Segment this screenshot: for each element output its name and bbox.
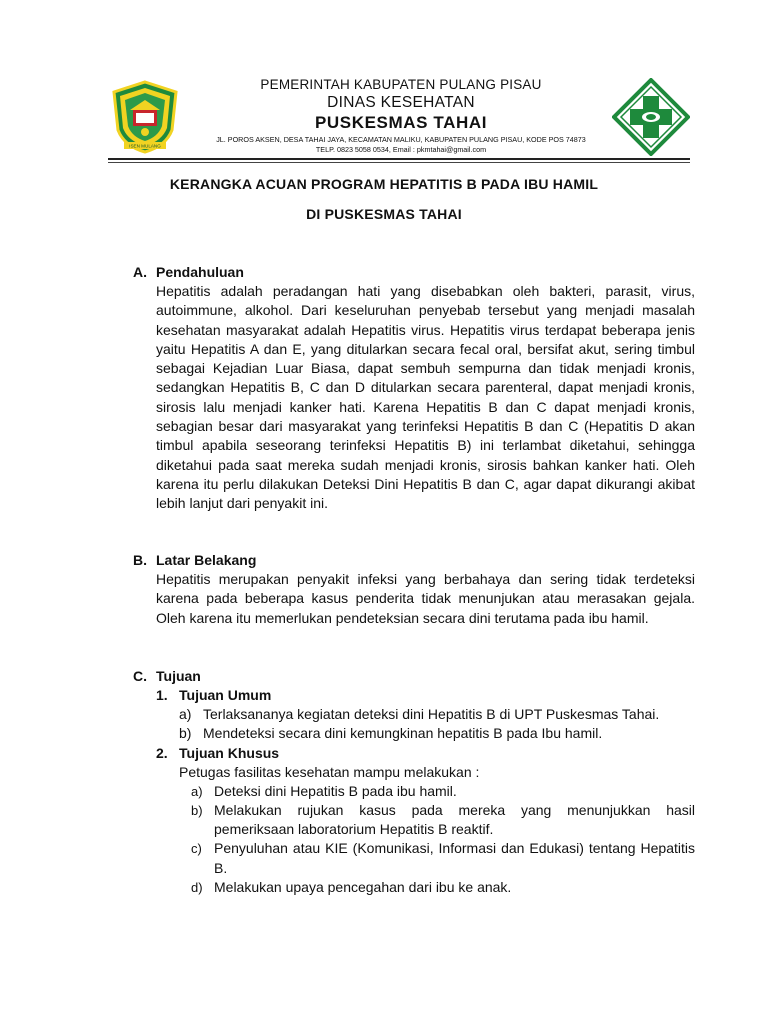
section-label: A. xyxy=(133,264,147,280)
subsection-label: 2. xyxy=(156,744,168,761)
list-item xyxy=(133,724,695,743)
section-title: Tujuan xyxy=(156,668,201,684)
section-heading xyxy=(133,263,695,282)
section-paragraph: Hepatitis merupakan penyakit infeksi yang berbahaya dan sering tidak terdeteksi karena pada beberapa kasus penderita tidak menunjukan atau merasakan gejala. Oleh karena itu memerlukan pendeteksian secara dini terutama pada ibu hamil. xyxy=(156,571,695,626)
section-pendahuluan xyxy=(133,263,695,514)
document-title: KERANGKA ACUAN PROGRAM HEPATITIS B PADA IBU HAMIL xyxy=(169,176,599,192)
section-label: C. xyxy=(133,668,147,684)
list-item-label: b) xyxy=(179,725,192,742)
list-item-text: Mendeteksi secara dini kemungkinan hepatitis B pada Ibu hamil. xyxy=(203,725,603,742)
letterhead-divider-thin xyxy=(108,162,690,163)
list-item-label: b) xyxy=(191,802,203,818)
list-item-label: a) xyxy=(179,706,192,722)
list-item xyxy=(133,782,695,801)
list-item xyxy=(133,801,695,840)
list-item xyxy=(133,878,695,897)
subsection-intro: Petugas fasilitas kesehatan mampu melakukan : xyxy=(179,763,480,780)
section-paragraph: Hepatitis adalah peradangan hati yang disebabkan oleh bakteri, parasit, virus, autoimmune, alkohol. Dari keseluruhan penyebab tersebut yang menjadi masalah kesehatan masyarakat adalah Hepatitis virus. Hepatitis virus terdapat beberapa jenis yaitu Hepatitis A dan E, yang ditularkan secara fecal oral, bersifat akut, sering timbul sebagai Kejadian Luar Biasa, dapat sembuh sempurna dan tidak menjadi kronis, sedangkan Hepatitis B, C dan D ditularkan secara parenteral, dapat menjadi kronis, sirosis lalu menjadi kanker hati. Karena Hepatitis B dan C dapat menjadi kronis, sebagian besar dari masyarakat yang terinfeksi Hepatitis B dan C (Hepatitis D akan timbul apabila seseorang terinfeksi Hepatitis B) ini terlambat diketahui, sehingga diketahui pada saat mereka sudah menjadi kronis, sirosis bahkan kanker hati. Oleh karena itu perlu dilakukan Deteksi Dini Hepatitis B dan C, agar dapat dikurangi akibat lebih lanjut dari penyakit ini. xyxy=(156,283,695,512)
puskesmas-cross-logo xyxy=(612,78,690,156)
section-label: B. xyxy=(133,552,147,568)
list-item-label: d) xyxy=(191,880,203,896)
list-item-text: Penyuluhan atau KIE (Komunikasi, Informasi dan Edukasi) tentang Hepatitis B. xyxy=(214,840,695,876)
regency-emblem-logo xyxy=(110,80,180,154)
list-item-text: Terlaksananya kegiatan deteksi dini Hepatitis B di UPT Puskesmas Tahai. xyxy=(203,706,660,722)
subsection-heading-tujuan-umum xyxy=(156,686,695,705)
document-subtitle: DI PUSKESMAS TAHAI xyxy=(306,206,462,222)
list-item xyxy=(133,705,695,724)
section-tujuan xyxy=(133,667,695,897)
subsection-heading-tujuan-khusus xyxy=(156,744,695,763)
contact-line: TELP. 0823 5058 0534, Email : pkmtahai@gmail.com xyxy=(315,145,487,154)
list-item xyxy=(133,839,695,878)
department-name: DINAS KESEHATAN xyxy=(327,94,475,111)
letterhead xyxy=(108,76,690,162)
list-item-text: Melakukan upaya pencegahan dari ibu ke anak. xyxy=(214,879,512,896)
section-heading xyxy=(133,667,695,686)
subsection-title: Tujuan Umum xyxy=(179,687,272,703)
section-title: Latar Belakang xyxy=(156,552,257,568)
subsection-label: 1. xyxy=(156,687,168,703)
govt-name: PEMERINTAH KABUPATEN PULANG PISAU xyxy=(260,77,542,92)
list-item-text: Melakukan rujukan kasus pada mereka yang menunjukkan hasil pemeriksaan laboratorium Hepatitis B reaktif. xyxy=(214,801,695,838)
letterhead-divider-thick xyxy=(108,158,690,160)
section-title: Pendahuluan xyxy=(156,264,244,280)
letterhead-text xyxy=(186,76,616,155)
list-item-label: a) xyxy=(191,783,203,799)
puskesmas-name: PUSKESMAS TAHAI xyxy=(314,113,488,132)
subsection-title: Tujuan Khusus xyxy=(179,744,280,761)
address-line: JL. POROS AKSEN, DESA TAHAI JAYA, KECAMATAN MALIKU, KABUPATEN PULANG PISAU, KODE POS 74873 xyxy=(216,135,586,144)
logo-motto-text: ISEN MULANG xyxy=(129,143,161,149)
list-item-text: Deteksi dini Hepatitis B pada ibu hamil. xyxy=(214,782,457,799)
section-heading xyxy=(133,551,695,570)
section-latar-belakang xyxy=(133,551,695,628)
list-item-label: c) xyxy=(191,841,202,857)
